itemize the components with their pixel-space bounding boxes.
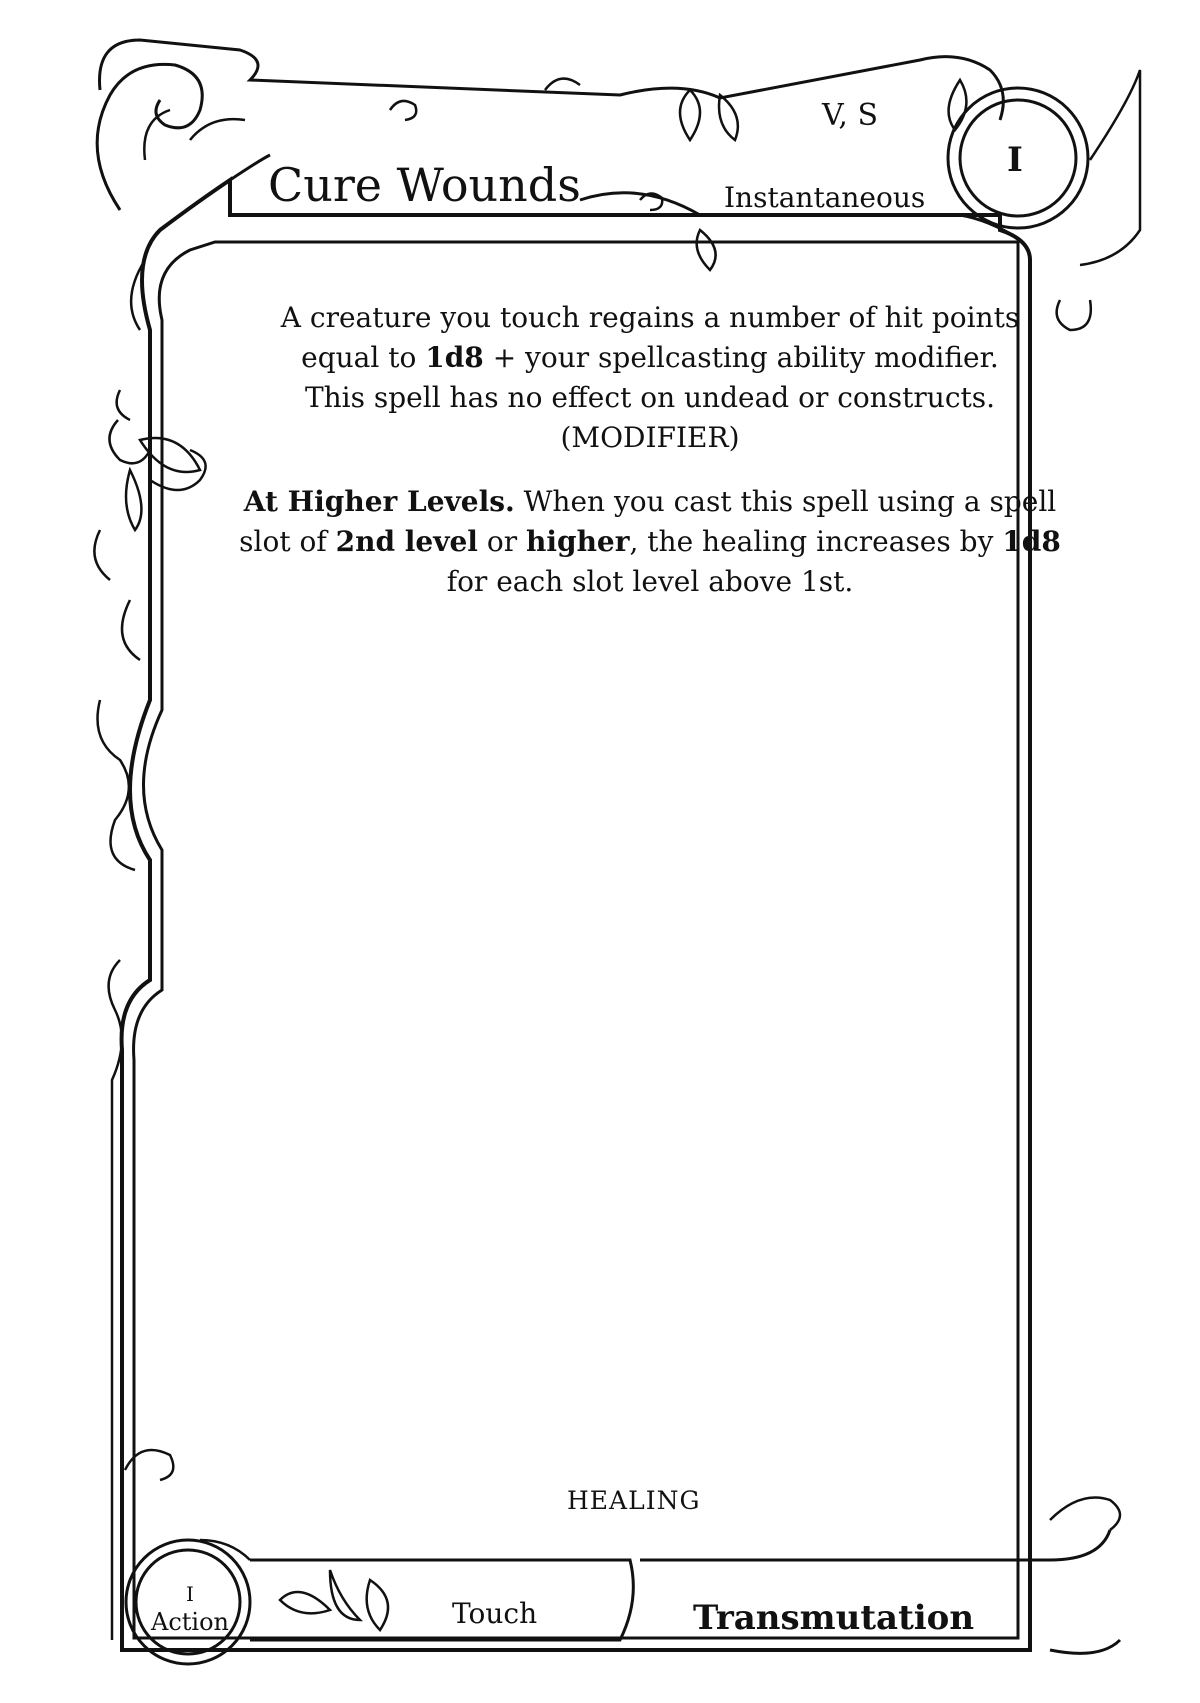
description-line: (MODIFIER) [560, 421, 740, 454]
description-text: + your spellcasting ability modifier. [483, 341, 999, 374]
dice-expression: 1d8 [425, 341, 484, 374]
spell-school: Transmutation [693, 1598, 975, 1638]
dice-expression: 1d8 [1002, 525, 1061, 558]
scroll-ornament-top-left [97, 64, 202, 210]
description-line: A creature you touch regains a number of hit points [280, 301, 1020, 334]
scroll-ornament-bottom-left [125, 1450, 250, 1560]
spell-tag: HEALING [567, 1486, 701, 1515]
higher-levels-line [220, 482, 1080, 522]
swirl-ornament-bottom-right [1050, 1498, 1120, 1531]
spell-name: Cure Wounds [268, 158, 581, 212]
higher-levels-line [220, 522, 1080, 562]
spell-duration: Instantaneous [724, 181, 926, 214]
range-banner [250, 1530, 1120, 1653]
higher-levels-text: slot of [239, 525, 336, 558]
spell-level: I [1007, 140, 1023, 180]
higher-levels-bold: 2nd level [335, 525, 478, 558]
higher-levels-text: or [477, 525, 526, 558]
casting-time-unit: Action [151, 1608, 229, 1636]
description-text: equal to [301, 341, 426, 374]
higher-levels-text: When you cast this spell using a spell [514, 485, 1057, 518]
higher-levels-bold: higher [526, 525, 630, 558]
description-line: This spell has no effect on undead or constructs. [304, 381, 996, 414]
higher-levels-line: for each slot level above 1st. [446, 565, 854, 598]
spell-components: V, S [822, 98, 879, 133]
higher-levels-label: At Higher Levels. [243, 485, 515, 518]
flower-ornament-left [117, 390, 200, 530]
spell-description [220, 298, 1080, 602]
leaf-ornament-bottom [280, 1570, 388, 1630]
casting-time-number: I [186, 1582, 194, 1606]
higher-levels-text: , the healing increases by [629, 525, 1003, 558]
spell-range: Touch [452, 1597, 538, 1630]
description-line [220, 338, 1080, 378]
